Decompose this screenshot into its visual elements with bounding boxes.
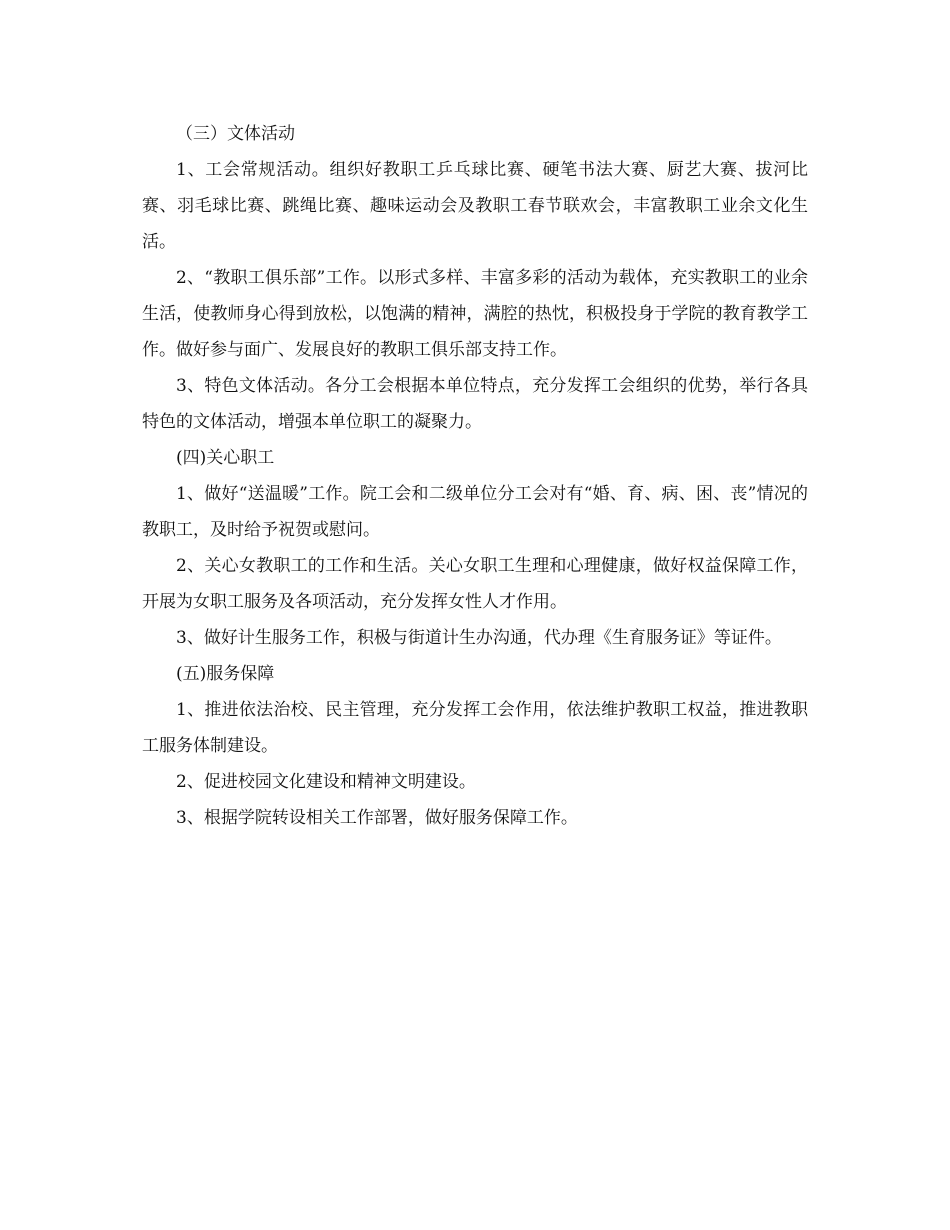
paragraph: 2、“教职工俱乐部”工作。以形式多样、丰富多彩的活动为载体，充实教职工的业余生活，使教师身心得到放松，以饱满的精神，满腔的热忱，积极投身于学院的教育教学工作。做好参与面广、发展良好的教职工俱乐部支持工作。 [142, 268, 808, 360]
paragraph: 3、根据学院转设相关工作部署，做好服务保障工作。 [176, 808, 578, 828]
section-heading-sports: （三）文体活动 [176, 124, 295, 144]
section-heading-service: (五)服务保障 [176, 664, 275, 684]
paragraph: 2、促进校园文化建设和精神文明建设。 [176, 772, 476, 792]
paragraph: 3、做好计生服务工作，积极与街道计生办沟通，代办理《生育服务证》等证件。 [176, 628, 782, 648]
document-body [142, 116, 808, 836]
paragraph: 2、关心女教职工的工作和生活。关心女职工生理和心理健康，做好权益保障工作，开展为女职工服务及各项活动，充分发挥女性人才作用。 [142, 556, 808, 612]
paragraph: 1、做好“送温暖”工作。院工会和二级单位分工会对有“婚、育、病、困、丧”情况的教职工，及时给予祝贺或慰问。 [142, 484, 808, 540]
paragraph: 3、特色文体活动。各分工会根据本单位特点，充分发挥工会组织的优势，举行各具特色的文体活动，增强本单位职工的凝聚力。 [142, 376, 808, 432]
paragraph: 1、推进依法治校、民主管理，充分发挥工会作用，依法维护教职工权益，推进教职工服务体制建设。 [142, 700, 808, 756]
section-heading-care: (四)关心职工 [176, 448, 275, 468]
paragraph: 1、工会常规活动。组织好教职工乒乓球比赛、硬笔书法大赛、厨艺大赛、拔河比赛、羽毛球比赛、跳绳比赛、趣味运动会及教职工春节联欢会，丰富教职工业余文化生活。 [142, 160, 808, 252]
